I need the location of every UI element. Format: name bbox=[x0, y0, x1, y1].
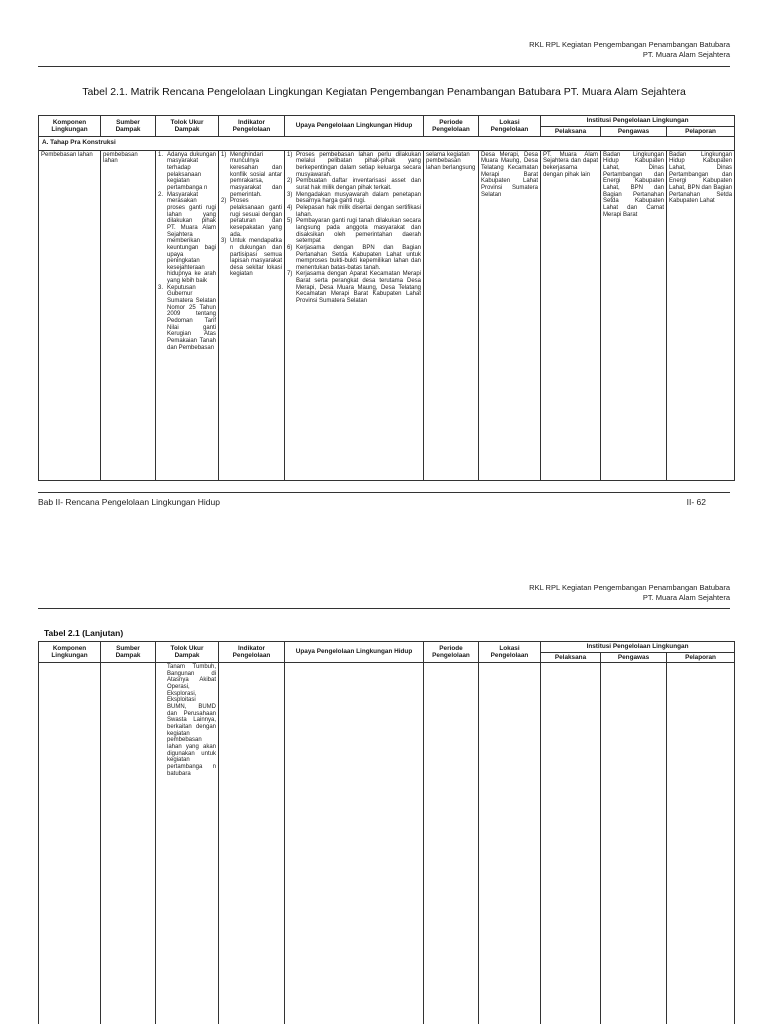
list-item bbox=[287, 218, 421, 245]
list-item-number: 1) bbox=[287, 151, 293, 158]
cell-pengawas: Badan Lingkungan Hidup Kabupaten Lahat, Dinas Pertambangan dan Energi Kabupaten Lahat, BPN dan Bagian Pertanahan Setda Kabupaten Lahat dan Camat Merapi Barat bbox=[601, 150, 667, 480]
header-line-1: RKL RPL Kegiatan Pengembangan Penambangan Batubara bbox=[529, 583, 730, 592]
col-sumber: Sumber Dampak bbox=[101, 642, 156, 663]
list-item-text: Pelepasan hak milik disertai dengan sertifikasi lahan. bbox=[296, 204, 421, 218]
col-pelaksana: Pelaksana bbox=[541, 652, 601, 663]
tolok-list bbox=[158, 152, 216, 352]
list-item-text: Pembayaran ganti rugi tanah dilakukan secara langsung pada anggota masyarakat dan disaksikan oleh pemerintahan daerah setempat bbox=[296, 218, 421, 245]
list-item-text: Masyarakat merasakan proses ganti rugi lahan yang dilakukan pihak PT. Muara Alam Sejahtera memberikan keuntungan bagi upaya peningkatan kesejahteraan hidupnya ke arah yang lebih baik bbox=[167, 191, 216, 285]
running-header bbox=[529, 40, 730, 60]
cell-komponen bbox=[39, 663, 101, 1024]
list-item-number: 2) bbox=[221, 198, 227, 205]
list-item-text: Keputusan Gubernur Sumatera Selatan Nomor 25 Tahun 2009 tentang Pedoman Tarif Nilai ganti Kerugian Atas Pemakaian Tanah dan Pembebasan bbox=[167, 284, 216, 351]
header-rule bbox=[38, 608, 730, 609]
list-item-text: Menghindari munculnya keresahan dan konflik sosial antar pemrakarsa, masyarakat dan pemerintah. bbox=[230, 151, 282, 198]
col-komponen: Komponen Lingkungan bbox=[39, 116, 101, 137]
col-komponen: Komponen Lingkungan bbox=[39, 642, 101, 663]
col-pelaksana: Pelaksana bbox=[541, 126, 601, 137]
col-lokasi: Lokasi Pengelolaan bbox=[479, 642, 541, 663]
cell-pengawas bbox=[601, 663, 667, 1024]
list-item-number: 3) bbox=[287, 191, 293, 198]
list-item bbox=[287, 178, 421, 191]
header-rule bbox=[38, 66, 730, 67]
list-item-number: 6) bbox=[287, 244, 293, 251]
list-item bbox=[158, 285, 216, 352]
list-item-text: Kerjasama dengan Aparat Kecamatan Merapi Barat serta perangkat desa terutama Desa Merapi, Desa Muara Maung, Desa Telatang Kecamatan Merapi Barat Kabupaten Lahat Provinsi Sumatera Selatan bbox=[296, 271, 421, 305]
list-item bbox=[287, 245, 421, 272]
cell-upaya bbox=[285, 663, 424, 1024]
cell-sumber: pembebasan lahan bbox=[101, 150, 156, 480]
col-indikator: Indikator Pengelolaan bbox=[219, 116, 285, 137]
header-line-1: RKL RPL Kegiatan Pengembangan Penambangan Batubara bbox=[529, 40, 730, 49]
table-row bbox=[39, 663, 735, 1024]
cell-pelaporan bbox=[667, 663, 735, 1024]
running-header-page-2 bbox=[529, 583, 730, 603]
matrix-table-continued bbox=[38, 641, 735, 1024]
list-item bbox=[158, 152, 216, 192]
list-item-number: 1. bbox=[158, 151, 164, 158]
table-row bbox=[39, 150, 735, 480]
matrix-table bbox=[38, 115, 735, 481]
col-institusi: Institusi Pengelolaan Lingkungan bbox=[541, 116, 735, 127]
cell-indikator bbox=[219, 663, 285, 1024]
cell-indikator bbox=[219, 150, 285, 480]
list-item-text: Kerjasama dengan BPN dan Bagian Pertanahan Setda Kabupaten Lahat untuk memproses bukti-bukti kepemilikan lahan dan menentukan batas-batas tanah. bbox=[296, 244, 421, 271]
footer-rule bbox=[38, 492, 730, 493]
cell-sumber bbox=[101, 663, 156, 1024]
list-item bbox=[287, 152, 421, 179]
table-title-continued: Tabel 2.1 (Lanjutan) bbox=[44, 628, 124, 638]
col-pengawas: Pengawas bbox=[601, 652, 667, 663]
list-item-number: 2) bbox=[287, 178, 293, 185]
phase-label: A. Tahap Pra Konstruksi bbox=[39, 137, 735, 151]
col-indikator: Indikator Pengelolaan bbox=[219, 642, 285, 663]
col-upaya: Upaya Pengelolaan Lingkungan Hidup bbox=[285, 116, 424, 137]
cell-pelaksana bbox=[541, 663, 601, 1024]
cell-komponen: Pembebasan lahan bbox=[39, 150, 101, 480]
footer-chapter: Bab II- Rencana Pengelolaan Lingkungan Hidup bbox=[38, 497, 220, 507]
cell-lokasi bbox=[479, 663, 541, 1024]
upaya-list bbox=[287, 152, 421, 305]
list-item-text: Adanya dukungan masyarakat terhadap pelaksanaan kegiatan pertambanga n bbox=[167, 151, 216, 191]
list-item-number: 1) bbox=[221, 151, 227, 158]
col-tolok: Tolok Ukur Dampak bbox=[156, 116, 219, 137]
col-institusi: Institusi Pengelolaan Lingkungan bbox=[541, 642, 735, 653]
list-item-number: 2. bbox=[158, 191, 164, 198]
col-pelaporan: Pelaporan bbox=[667, 126, 735, 137]
list-item bbox=[158, 192, 216, 285]
col-lokasi: Lokasi Pengelolaan bbox=[479, 116, 541, 137]
col-tolok: Tolok Ukur Dampak bbox=[156, 642, 219, 663]
cell-periode: selama kegiatan pembebasan lahan berlangsung bbox=[424, 150, 479, 480]
list-item bbox=[221, 238, 282, 278]
cell-lokasi: Desa Merapi, Desa Muara Maung, Desa Telatang Kecamatan Merapi Barat Kabupaten Lahat Provinsi Sumatera Selatan bbox=[479, 150, 541, 480]
cell-tolok bbox=[156, 663, 219, 1024]
list-item-text: Mengadakan musyawarah dalam penetapan besarnya harga ganti rugi. bbox=[296, 191, 421, 205]
indikator-list bbox=[221, 152, 282, 278]
list-item-number: 5) bbox=[287, 218, 293, 225]
cell-periode bbox=[424, 663, 479, 1024]
tolok-continued-text: Tanam Tumbuh, Bangunan di Atasnya Akibat Operasi, Eksplorasi, Eksploitasi BUMN, BUMD dan Perusahaan Swasta Lainnya, berkaitan dengan kegiatan pembebasan lahan yang akan digunakan untuk kegiatan pertambanga n batubara bbox=[167, 664, 216, 777]
col-upaya: Upaya Pengelolaan Lingkungan Hidup bbox=[285, 642, 424, 663]
table-title: Tabel 2.1. Matrik Rencana Pengelolaan Lingkungan Kegiatan Pengembangan Penambangan Batubara PT. Muara Alam Sejahtera bbox=[82, 86, 686, 98]
list-item-number: 3) bbox=[221, 238, 227, 245]
cell-upaya bbox=[285, 150, 424, 480]
col-pengawas: Pengawas bbox=[601, 126, 667, 137]
list-item-text: Pembuatan daftar inventarisasi asset dan surat hak milik dengan pihak terkait. bbox=[296, 178, 421, 191]
list-item bbox=[221, 152, 282, 199]
list-item bbox=[287, 192, 421, 205]
header-line-2: PT. Muara Alam Sejahtera bbox=[642, 593, 730, 602]
col-periode: Periode Pengelolaan bbox=[424, 642, 479, 663]
list-item-text: Untuk mendapatka n dukungan dan partisipasi semua lapisan masyarakat desa sekitar lokasi kegiatan bbox=[230, 238, 282, 278]
col-sumber: Sumber Dampak bbox=[101, 116, 156, 137]
list-item-number: 4) bbox=[287, 204, 293, 211]
list-item-text: Proses pembebasan lahan perlu dilakukan melalui pelibatan pihak-pihak yang berkepentingan dalam setiap keluarga secara musyawarah. bbox=[296, 151, 421, 178]
list-item bbox=[287, 205, 421, 218]
cell-pelaksana: PT. Muara Alam Sejahtera dan dapat bekerjasama dengan pihak lain bbox=[541, 150, 601, 480]
col-pelaporan: Pelaporan bbox=[667, 652, 735, 663]
col-periode: Periode Pengelolaan bbox=[424, 116, 479, 137]
list-item-number: 7) bbox=[287, 271, 293, 278]
list-item-number: 3. bbox=[158, 284, 164, 291]
page-number: II- 62 bbox=[686, 497, 706, 507]
list-item-text: Proses pelaksanaan ganti rugi sesuai dengan peraturan dan kesepakatan yang ada. bbox=[230, 198, 282, 238]
list-item bbox=[287, 271, 421, 304]
header-line-2: PT. Muara Alam Sejahtera bbox=[642, 50, 730, 59]
list-item bbox=[221, 198, 282, 238]
cell-tolok bbox=[156, 150, 219, 480]
cell-pelaporan: Badan Lingkungan Hidup Kabupaten Lahat, Dinas Pertambangan dan Energi Kabupaten Lahat, BPN dan Bagian Pertanahan Setda Kabupaten Lahat bbox=[667, 150, 735, 480]
